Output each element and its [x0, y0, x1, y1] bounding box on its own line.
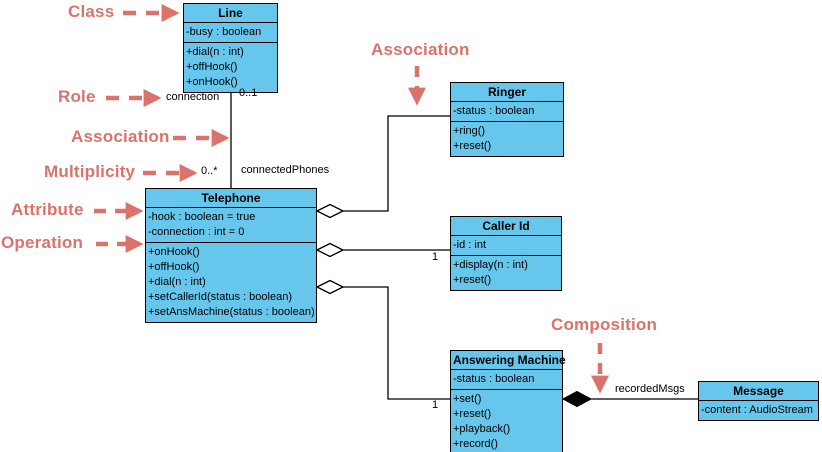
class-box-message[interactable] — [698, 381, 819, 421]
annotation-class: Class — [68, 2, 115, 21]
attribute-row: -status : boolean — [453, 105, 535, 117]
multiplicity-label-line: 0..1 — [239, 87, 258, 99]
class-name: Line — [184, 4, 277, 23]
attribute-compartment — [146, 208, 316, 243]
annotation-composition: Composition — [551, 315, 658, 334]
attribute-row: -status : boolean — [453, 373, 535, 385]
class-name: Answering Machine — [451, 351, 562, 370]
aggregation-diamond-ansmachine-icon — [317, 281, 343, 294]
class-name: Telephone — [146, 189, 316, 208]
operation-compartment — [451, 390, 562, 452]
operation-row: +display(n : int) — [453, 259, 528, 271]
operation-compartment — [451, 256, 561, 290]
annotation-association-top: Association — [371, 40, 470, 59]
attribute-row: -busy : boolean — [186, 26, 262, 38]
attribute-row: -id : int — [453, 239, 487, 251]
class-box-ansmachine[interactable] — [450, 350, 566, 452]
operation-row: +setAnsMachine(status : boolean) — [148, 306, 315, 318]
class-name: Ringer — [451, 83, 563, 102]
attribute-compartment — [184, 23, 277, 43]
operation-row: +offHook() — [148, 261, 200, 273]
operation-row: +offHook() — [186, 61, 238, 73]
operation-row: +reset() — [453, 408, 492, 420]
class-box-callerid[interactable] — [450, 216, 562, 291]
multiplicity-label-phones: 0..* — [201, 165, 218, 177]
operation-row: +onHook() — [186, 76, 238, 88]
multiplicity-label-ansmachine: 1 — [432, 399, 439, 411]
operation-row: +ring() — [453, 125, 486, 137]
operation-row: +setCallerId(status : boolean) — [148, 291, 292, 303]
class-box-ringer[interactable] — [450, 82, 564, 157]
attribute-row: -connection : int = 0 — [148, 226, 245, 238]
class-box-telephone[interactable] — [145, 188, 317, 323]
operation-row: +set() — [453, 393, 482, 405]
class-name: Message — [699, 382, 818, 401]
role-label-recordedmsgs: recordedMsgs — [615, 383, 685, 395]
operation-row: +playback() — [453, 423, 511, 435]
attribute-compartment — [451, 102, 563, 122]
operation-row: +reset() — [453, 140, 492, 152]
class-name: Caller Id — [451, 217, 561, 236]
annotation-attribute: Attribute — [11, 200, 84, 219]
aggregation-diamond-callerid-icon — [317, 244, 343, 257]
operation-row: +onHook() — [148, 246, 200, 258]
operation-row: +dial(n : int) — [148, 276, 206, 288]
operation-row: +reset() — [453, 274, 492, 286]
attribute-compartment — [451, 370, 562, 390]
association-telephone-ansmachine — [343, 287, 450, 399]
attribute-row: -hook : boolean = true — [148, 211, 256, 223]
operation-compartment — [451, 122, 563, 156]
attribute-row: -content : AudioStream — [701, 404, 813, 416]
composition-diamond-icon — [563, 392, 591, 407]
annotation-role: Role — [58, 87, 96, 106]
annotation-operation: Operation — [1, 233, 84, 252]
attribute-compartment — [451, 236, 561, 256]
operation-compartment — [146, 243, 316, 322]
operation-row: +dial(n : int) — [186, 46, 244, 58]
role-label-connectedphones: connectedPhones — [241, 164, 330, 176]
association-telephone-ringer — [343, 116, 450, 211]
operation-row: +record() — [453, 438, 498, 450]
attribute-compartment — [699, 401, 818, 420]
aggregation-diamond-ringer-icon — [317, 205, 343, 218]
annotation-multiplicity: Multiplicity — [44, 162, 136, 181]
class-box-line[interactable] — [183, 3, 278, 93]
role-label-connection: connection — [166, 91, 220, 103]
annotation-association-left: Association — [71, 127, 170, 146]
multiplicity-label-callerid: 1 — [432, 251, 439, 263]
operation-compartment — [184, 43, 277, 92]
